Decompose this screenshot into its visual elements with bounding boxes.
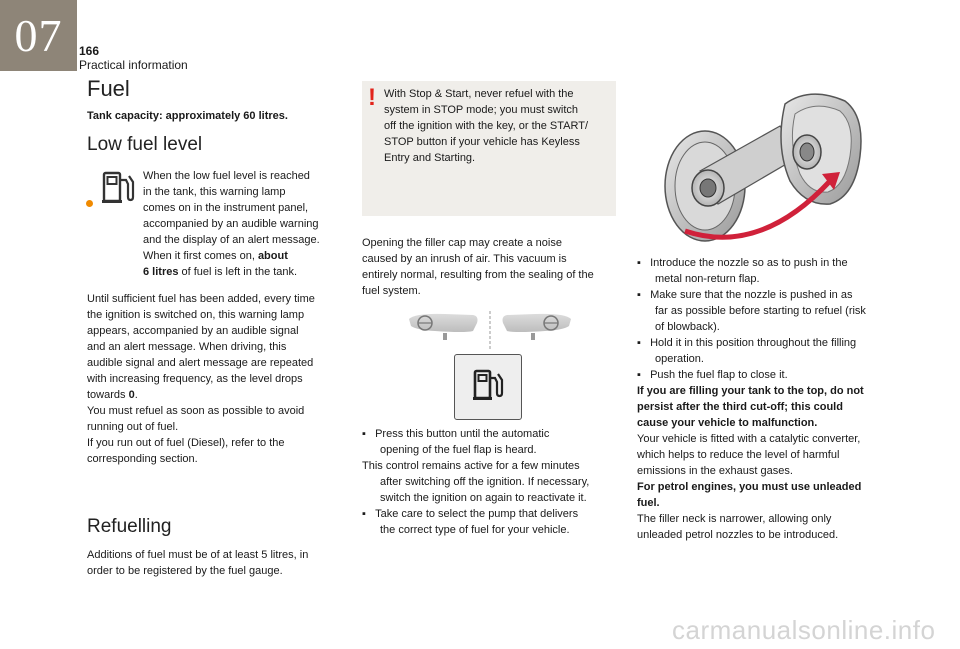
- press-instructions: ▪ Press this button until the automatic opening of the fuel flap is heard. This control remains active for a few minutes after switching off the ignition. If necessary, switch the ignition on again to reactivate it. ▪ Take care to select the pump that delivers the correct type of fuel for your vehicle.: [362, 428, 590, 536]
- dashboard-illustration: [405, 309, 575, 356]
- opening-text: Opening the filler cap may create a noise caused by an inrush of air. This vacuum is entirely normal, resulting from the sealing of the fuel system.: [362, 237, 594, 297]
- low-fuel-title: Low fuel level: [87, 134, 203, 155]
- warning-mark: !: [368, 84, 376, 111]
- refuelling-text: Additions of fuel must be of at least 5 litres, in order to be registered by the fuel gauge.: [87, 549, 309, 577]
- fuel-flap-button: [454, 354, 522, 420]
- low-fuel-para1: When the low fuel level is reached in the tank, this warning lamp comes on in the instrument panel, accompanied by an audible warning and the display of an alert message. When it first comes on, about 6 litres of fuel is left in the tank.: [143, 170, 320, 278]
- fuel-pump-icon: [455, 355, 521, 419]
- filler-neck-illustration: [660, 86, 870, 251]
- page-number: 166: [79, 44, 100, 58]
- warning-indicator-dot: [86, 200, 93, 207]
- low-fuel-para2: Until sufficient fuel has been added, every time the ignition is switched on, this warning lamp appears, accompanied by an audible signal and an alert message. When driving, this audible signal and alert message are repeated with increasing frequency, as the level drops towards 0. You must refuel as soon as possible to avoid running out of fuel. If you run out of fuel (Diesel), refer to the corresponding section.: [87, 293, 315, 465]
- nozzle-instructions: ▪ Introduce the nozzle so as to push in the metal non-return flap. ▪ Make sure that the nozzle is pushed in as far as possible before starting to refuel (risk of blowback). ▪ Hold it in this position throughout the filling operation. ▪ Push the fuel flap to close it. If you are filling your tank to the top, do not persist after the third cut-off; this could cause your vehicle to malfunction. Your vehicle is fitted with a catalytic converter, which helps to reduce the level of harmful emissions in the exhaust gases. For petrol engines, you must use unleaded fuel. The filler neck is narrower, allowing only unleaded petrol nozzles to be introduced.: [637, 257, 866, 541]
- refuelling-title: Refuelling: [87, 516, 172, 537]
- fuel-pump-icon: [100, 168, 140, 213]
- fuel-title: Fuel: [87, 76, 130, 101]
- warning-text: With Stop & Start, never refuel with the system in STOP mode; you must switch off the ignition with the key, or the START/ STOP button if your vehicle has Keyless Entry and Starting.: [384, 88, 589, 164]
- section-name: Practical information: [79, 58, 188, 72]
- tank-capacity: Tank capacity: approximately 60 litres.: [87, 110, 288, 122]
- chapter-tab: 07: [0, 0, 77, 71]
- watermark: carmanualsonline.info: [672, 615, 936, 645]
